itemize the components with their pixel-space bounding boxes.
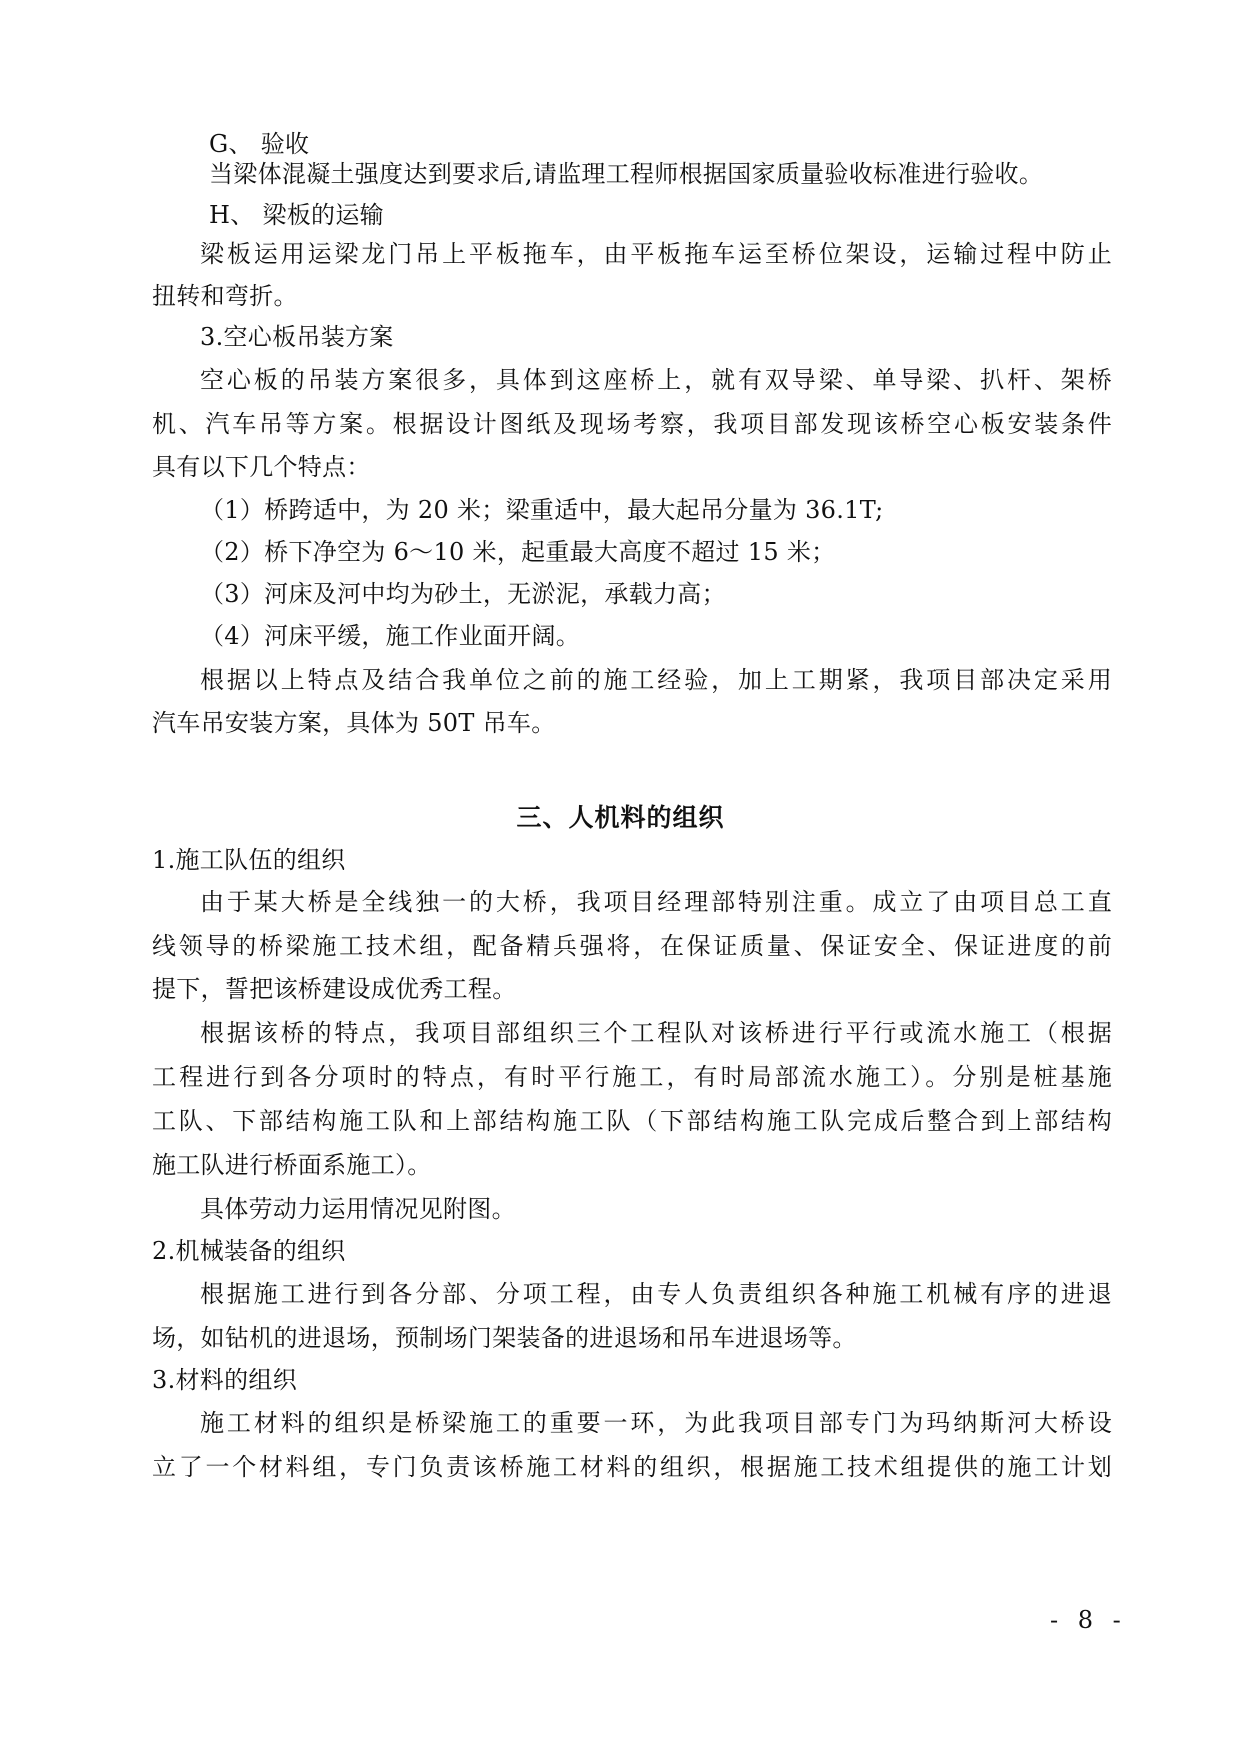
section-h-body-line-1: 梁板运用运梁龙门吊上平板拖车，由平板拖车运至桥位架设，运输过程中防止: [200, 240, 1112, 268]
feature-item-3: （3）河床及河中均为砂土，无淤泥，承载力高；: [200, 580, 726, 608]
feature-item-2: （2）桥下净空为 6～10 米，起重最大高度不超过 15 米；: [200, 538, 836, 566]
sub3-p1-line-1: 施工材料的组织是桥梁施工的重要一环，为此我项目部专门为玛纳斯河大桥设: [200, 1409, 1112, 1437]
feature-item-4: （4）河床平缓，施工作业面开阔。: [200, 622, 581, 650]
section-3-para2-line-1: 根据以上特点及结合我单位之前的施工经验，加上工期紧，我项目部决定采用: [200, 666, 1112, 694]
section-3-para1-line-3: 具有以下几个特点：: [152, 453, 371, 481]
sub3-p1-line-2: 立了一个材料组，专门负责该桥施工材料的组织，根据施工技术组提供的施工计划: [152, 1453, 1112, 1481]
section-h-body-line-2: 扭转和弯折。: [152, 282, 298, 310]
feature-item-1: （1）桥跨适中，为 20 米；梁重适中，最大起吊分量为 36.1T;: [200, 496, 884, 524]
section-3-para2-line-2: 汽车吊安装方案，具体为 50T 吊车。: [152, 709, 556, 737]
sub3-title: 3.材料的组织: [152, 1366, 297, 1394]
sub1-p3-line-1: 具体劳动力运用情况见附图。: [200, 1195, 516, 1223]
sub2-title: 2.机械装备的组织: [152, 1237, 346, 1265]
page-number: - 8 -: [1050, 1606, 1127, 1634]
sub1-p1-line-3: 提下，誓把该桥建设成优秀工程。: [152, 975, 517, 1003]
section-g-title: G、 验收: [209, 130, 310, 158]
section-3-para1-line-2: 机、汽车吊等方案。根据设计图纸及现场考察，我项目部发现该桥空心板安装条件: [152, 410, 1112, 438]
chapter-heading: 三、人机料的组织: [516, 803, 725, 832]
sub1-p2-line-3: 工队、下部结构施工队和上部结构施工队（下部结构施工队完成后整合到上部结构: [152, 1107, 1112, 1135]
sub1-p2-line-1: 根据该桥的特点，我项目部组织三个工程队对该桥进行平行或流水施工（根据: [200, 1019, 1112, 1047]
section-3-title: 3.空心板吊装方案: [200, 323, 394, 351]
section-g-body: 当梁体混凝土强度达到要求后,请监理工程师根据国家质量验收标准进行验收。: [209, 160, 1044, 188]
sub1-p2-line-4: 施工队进行桥面系施工）。: [152, 1151, 432, 1179]
sub1-title: 1.施工队伍的组织: [152, 846, 346, 874]
section-h-title: H、 梁板的运输: [209, 201, 384, 229]
sub2-p1-line-1: 根据施工进行到各分部、分项工程，由专人负责组织各种施工机械有序的进退: [200, 1280, 1112, 1308]
section-3-para1-line-1: 空心板的吊装方案很多，具体到这座桥上，就有双导梁、单导梁、扒杆、架桥: [200, 366, 1112, 394]
sub1-p2-line-2: 工程进行到各分项时的特点，有时平行施工，有时局部流水施工）。分别是桩基施: [152, 1063, 1112, 1091]
sub2-p1-line-2: 场，如钻机的进退场，预制场门架装备的进退场和吊车进退场等。: [152, 1324, 857, 1352]
sub1-p1-line-1: 由于某大桥是全线独一的大桥，我项目经理部特别注重。成立了由项目总工直: [200, 888, 1112, 916]
sub1-p1-line-2: 线领导的桥梁施工技术组，配备精兵强将，在保证质量、保证安全、保证进度的前: [152, 932, 1112, 960]
